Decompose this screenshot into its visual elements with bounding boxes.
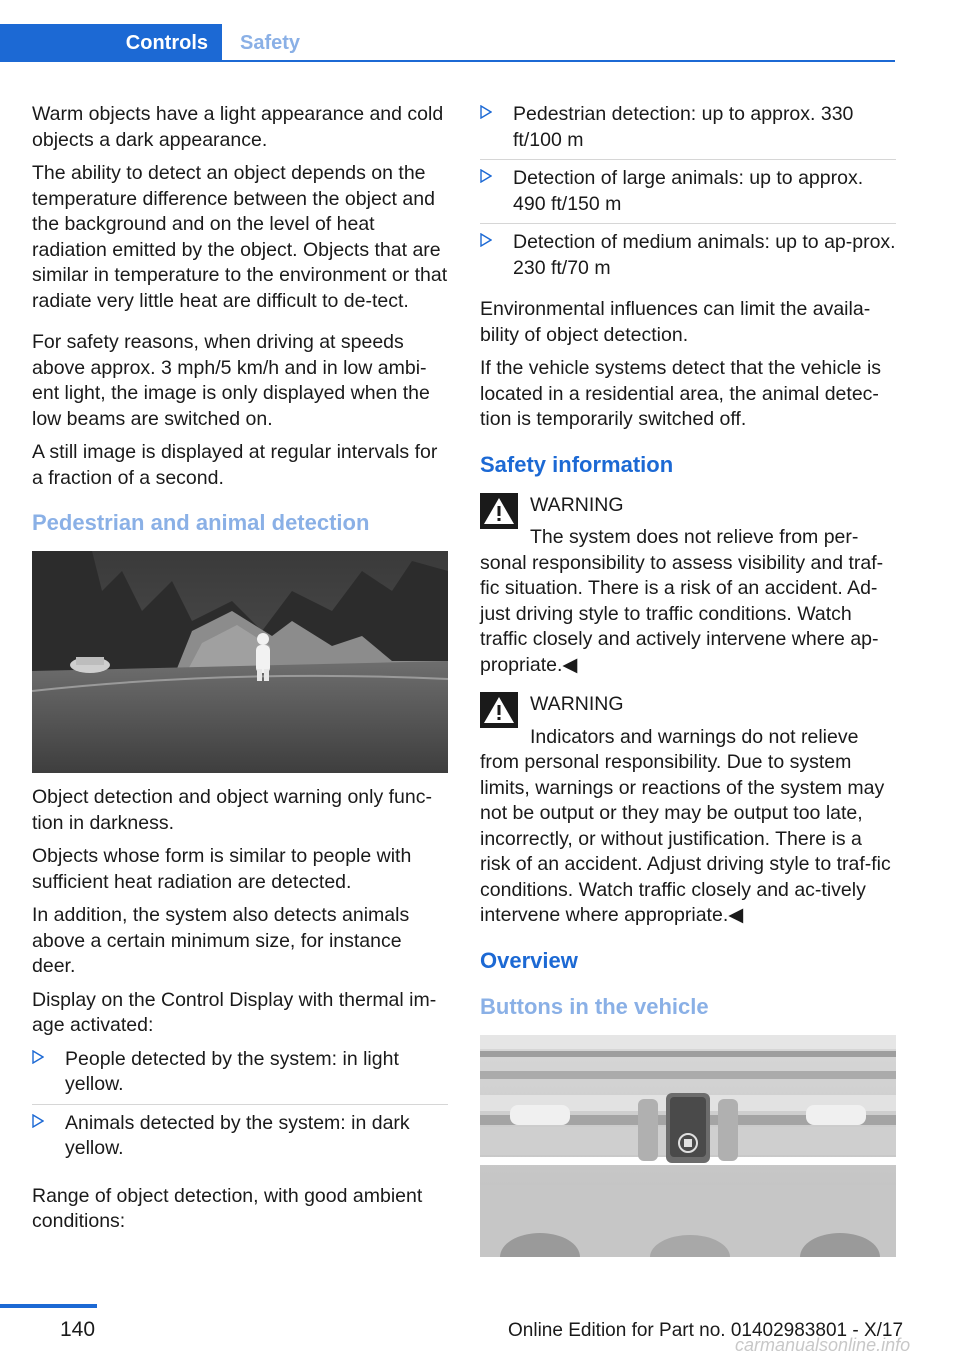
tab-controls[interactable]: Controls: [0, 24, 222, 62]
bullet-triangle-icon: [480, 233, 492, 247]
warning-triangle-icon: [480, 493, 518, 529]
paragraph: In addition, the system also detects animals above a certain minimum size, for instance deer.: [32, 904, 410, 977]
section-heading-safety: Safety information: [480, 451, 674, 477]
section-heading-pedestrian: Pedestrian and animal detection: [32, 510, 370, 535]
left-column: [32, 102, 448, 1243]
paragraph: Environmental influences can limit the availa‐bility of object detection.: [480, 298, 871, 346]
bullet-triangle-icon: [480, 169, 492, 183]
tab-safety[interactable]: Safety: [240, 32, 301, 54]
paragraph: Warm objects have a light appearance and cold objects a dark appearance.: [32, 103, 444, 151]
paragraph: Objects whose form is similar to people with sufficient heat radiation are detected.: [32, 845, 412, 893]
paragraph: If the vehicle systems detect that the vehicle is located in a residential area, the animal detec‐tion is temporarily switched off.: [480, 357, 882, 430]
list-item: Pedestrian detection: up to approx. 330 ft/100 m: [480, 102, 896, 160]
bullet-triangle-icon: [32, 1114, 44, 1128]
vehicle-buttons-image: [480, 1035, 896, 1257]
warning-text: Indicators and warnings do not relieve from personal responsibility. Due to system limits, warnings or reactions of the system may not be output or they may be output too late, incorrectly, or without justification. There is a risk of an accident. Adjust driving style to traf‐fic conditions. Watch traffic closely and ac‐tively intervene where appropriate.◀: [480, 725, 891, 926]
warning-title: WARNING: [530, 693, 624, 715]
detection-range-list: [480, 102, 896, 287]
paragraph: The ability to detect an object depends on the temperature difference between the object and the background and on the level of heat radiation emitted by the object. Objects that are similar in temperature to the environment or that radiate very little heat are difficult to de‐tect.: [32, 162, 448, 312]
warning-title: WARNING: [530, 493, 624, 516]
list-item: Detection of large animals: up to approx. 490 ft/150 m: [480, 166, 896, 224]
warning-text: The system does not relieve from per‐sonal responsibility to assess visibility and traf‐fic situation. There is a risk of an accident. Ad‐just driving style to traffic conditions. Watch traffic closely and actively intervene where ap‐propriate.◀: [480, 526, 884, 676]
edition-text: Online Edition for Part no. 01402983801 - X/17: [508, 1320, 904, 1341]
section-heading-buttons: Buttons in the vehicle: [480, 993, 709, 1019]
section-heading-overview: Overview: [480, 947, 578, 973]
page-number: 140: [60, 1318, 96, 1341]
list-item: Animals detected by the system: in dark yellow.: [32, 1111, 448, 1168]
paragraph: A still image is displayed at regular intervals for a fraction of a second.: [32, 441, 438, 489]
list-item: People detected by the system: in light yellow.: [32, 1047, 448, 1105]
paragraph: Range of object detection, with good ambient conditions:: [32, 1184, 423, 1232]
bullet-triangle-icon: [32, 1050, 44, 1064]
detection-color-list: [32, 1047, 448, 1168]
warning-block: [480, 493, 896, 679]
right-column: [480, 102, 896, 1269]
paragraph: Display on the Control Display with thermal im‐age activated:: [32, 988, 437, 1036]
paragraph: Object detection and object warning only func‐tion in darkness.: [32, 786, 432, 834]
page-header: [0, 24, 895, 62]
list-item: Detection of medium animals: up to ap‐prox. 230 ft/70 m: [480, 230, 896, 287]
paragraph: For safety reasons, when driving at speeds above approx. 3 mph/5 km/h and in low ambi‐ent light, the image is only displayed when the low beams are switched on.: [32, 331, 430, 430]
warning-triangle-icon: [480, 692, 518, 728]
bullet-triangle-icon: [480, 105, 492, 119]
watermark: carmanualsonline.info: [735, 1335, 911, 1355]
warning-block: [480, 692, 896, 929]
thermal-image: [32, 551, 448, 773]
footer-rule: [0, 1304, 97, 1308]
